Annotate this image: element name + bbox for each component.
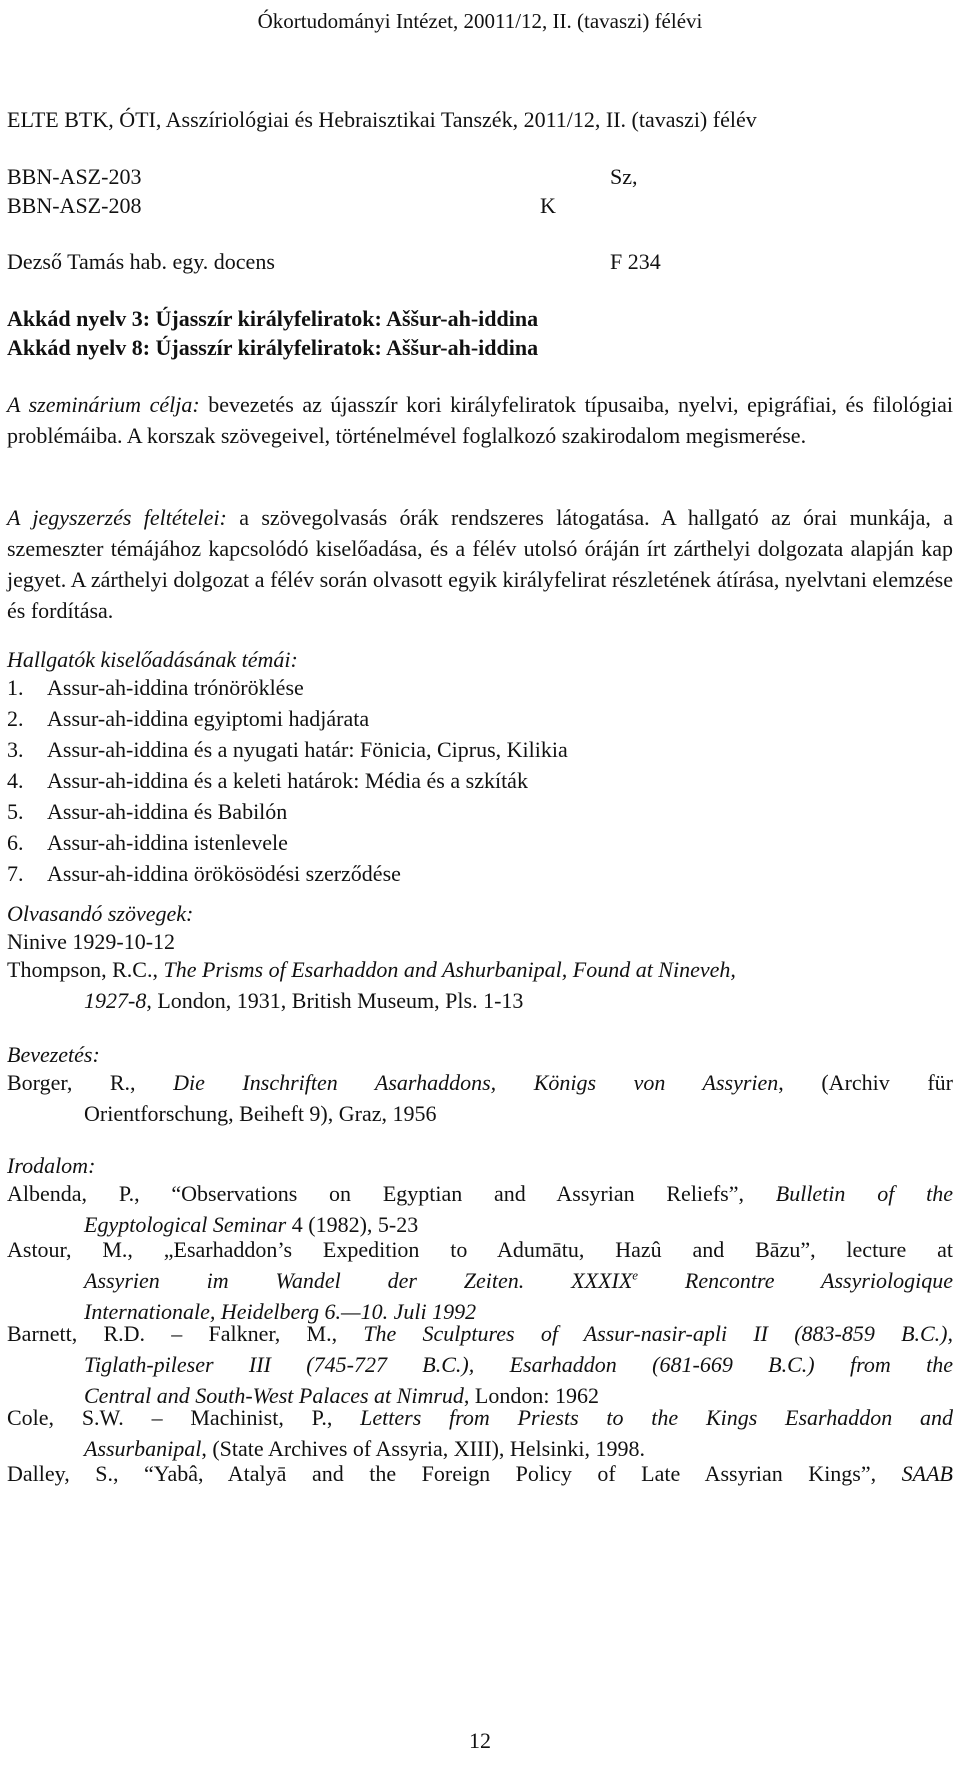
aim-paragraph [7, 389, 953, 451]
list-item: 6. Assur-ah-iddina istenlevele [7, 830, 288, 855]
reference-thompson: Thompson, R.C., The Prisms of Esarhaddon and Ashurbanipal, Found at Nineveh, 1927-8, London, 1931, British Museum, Pls. 1-13 [7, 957, 736, 1013]
reference-barnett: Barnett, R.D. – Falkner, M., The Sculptures of Assur-nasir-apli II (883-859 B.C.), Tiglath-pileser III (745-727 B.C.), Esarhaddon (681-669 B.C.) from the Central and South-West Palaces at Nimrud, London: 1962 [7, 1321, 954, 1408]
aim-text: bevezetés az újasszír kori királyfeliratok típusaiba, nyelvi, epigráfiai, és filológiai problémáiba. A korszak szövegeivel, történelmével foglalkozó szakirodalom megismerése. [7, 392, 953, 448]
room: F 234 [610, 249, 661, 274]
course-title-2: Akkád nyelv 8: Újasszír királyfeliratok: Aššur-ah-iddina [7, 335, 539, 360]
list-item: 2. Assur-ah-iddina egyiptomi hadjárata [7, 706, 370, 731]
page-number: 12 [469, 1728, 491, 1753]
course-title-1: Akkád nyelv 3: Újasszír királyfeliratok: Aššur-ah-iddina [7, 306, 539, 331]
requirements-paragraph [7, 502, 953, 626]
list-item: 4. Assur-ah-iddina és a keleti határok: Média és a szkíták [7, 768, 528, 793]
list-item: 5. Assur-ah-iddina és Babilón [7, 799, 288, 824]
course-code-1: BBN-ASZ-203 [7, 164, 142, 189]
reference-astour: Astour, M., „Esarhaddon’s Expedition to Adumātu, Hazû and Bāzu”, lecture at Assyrien im Wandel der Zeiten. XXXIXe Rencontre Assyriologique Internationale, Heidelberg 6.—10. Juli 1992 [7, 1237, 953, 1324]
literature-heading: Irodalom: [7, 1153, 96, 1178]
course-mark-sz: Sz, [610, 164, 638, 189]
requirements-label: A jegyszerzés feltételei: [7, 505, 227, 530]
course-mark-k: K [540, 193, 556, 218]
reference-cole: Cole, S.W. – Machinist, P., Letters from Priests to the Kings Esarhaddon and Assurbanipal, (State Archives of Assyria, XIII), Helsinki, 1998. [7, 1405, 953, 1461]
department-line: ELTE BTK, ÓTI, Asszíriológiai és Hebraisztikai Tanszék, 2011/12, II. (tavaszi) félév [7, 107, 757, 132]
requirements-text: a szövegolvasás órák rendszeres látogatása. A hallgató az órai munkája, a szemeszter témájához kapcsolódó kiselőadása, és a félév utolsó óráján írt zárthelyi dolgozata alapján kap jegyet. A zárthelyi dolgozat a félév során olvasott egyik királyfelirat részletének átírása, nyelvtani elemzése és fordítása. [7, 505, 953, 623]
readings-line-ninive: Ninive 1929-10-12 [7, 929, 176, 954]
aim-label: A szeminárium célja: [7, 392, 200, 417]
reference-borger: Borger, R., Die Inschriften Asarhaddons, Königs von Assyrien, (Archiv für Orientforschung, Beiheft 9), Graz, 1956 [7, 1070, 953, 1126]
reference-albenda: Albenda, P., “Observations on Egyptian and Assyrian Reliefs”, Bulletin of the Egyptological Seminar 4 (1982), 5-23 [7, 1181, 953, 1237]
list-item: 1. Assur-ah-iddina trónöröklése [7, 675, 304, 700]
course-code-2: BBN-ASZ-208 [7, 193, 142, 218]
reference-dalley: Dalley, S., “Yabâ, Atalyā and the Foreign Policy of Late Assyrian Kings”, SAAB [7, 1461, 953, 1486]
topics-heading: Hallgatók kiselőadásának témái: [7, 647, 298, 672]
lecturer: Dezső Tamás hab. egy. docens [7, 249, 275, 274]
intro-heading: Bevezetés: [7, 1042, 100, 1067]
running-header: Ókortudományi Intézet, 20011/12, II. (tavaszi) félévi [257, 9, 703, 33]
topics-list [7, 672, 568, 889]
readings-heading: Olvasandó szövegek: [7, 901, 194, 926]
list-item: 7. Assur-ah-iddina örökösödési szerződése [7, 861, 401, 886]
list-item: 3. Assur-ah-iddina és a nyugati határ: Fönicia, Ciprus, Kilikia [7, 737, 568, 762]
